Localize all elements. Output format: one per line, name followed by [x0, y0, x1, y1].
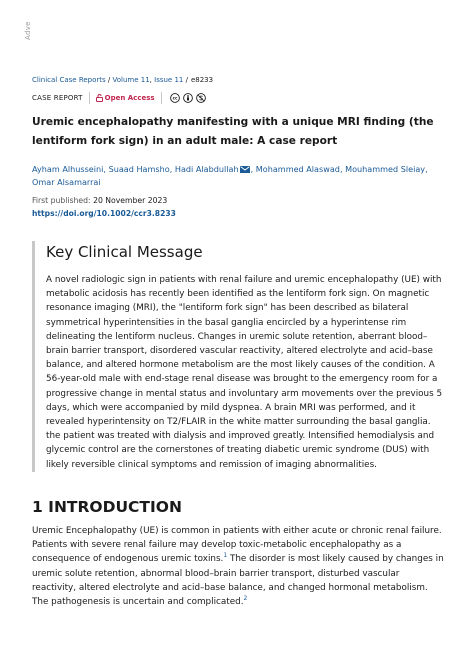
author-list [32, 163, 442, 188]
article-title: Uremic encephalopathy manifesting with a unique MRI finding (the lentiform fork sign) in an adult male: A case report [32, 116, 434, 147]
reference-link[interactable]: 1 [223, 552, 228, 560]
open-access-label: Open Access [104, 94, 155, 102]
email-icon[interactable] [240, 166, 250, 173]
author-link[interactable]: Hadi Alabdullah [174, 164, 239, 174]
author-link[interactable]: Mouhammed Sleiay [345, 164, 426, 174]
meta-divider [161, 92, 162, 104]
published-date: 20 November 2023 [93, 196, 168, 205]
introduction-text-part: Uremic Encephalopathy (UE) is common in patients with either acute or chronic renal failure. Patients with severe renal failure may develop toxic-metabolic encephalopathy as a consequence of endogenous uremic toxins. [32, 526, 442, 565]
volume-link[interactable]: Volume 11 [112, 76, 150, 84]
issue-link[interactable]: Issue 11 [154, 76, 184, 84]
article-id: e8233 [190, 76, 214, 84]
author-link[interactable]: Omar Alsamarrai [32, 176, 101, 187]
doi-link[interactable]: https://doi.org/10.1002/ccr3.8233 [32, 209, 176, 218]
journal-breadcrumb [32, 76, 213, 84]
introduction-text [32, 524, 444, 609]
author-separator: , [425, 164, 428, 174]
license-icons[interactable] [170, 93, 209, 103]
published-label: First published: [32, 196, 91, 205]
author-link[interactable]: Mohammed Alaswad [255, 164, 340, 174]
author-link[interactable]: Ayham Alhusseini [32, 164, 104, 174]
author-link[interactable]: Suaad Hamsho [108, 164, 170, 174]
author-separator: , [103, 164, 109, 174]
author-separator: , [339, 164, 346, 174]
introduction-heading: 1 INTRODUCTION [32, 498, 182, 516]
nc-icon [196, 93, 206, 103]
key-clinical-message-text: A novel radiologic sign in patients with renal failure and uremic encephalopathy (UE) with metabolic acidosis has recently been identified as the lentiform fork sign. On magnetic resonance imaging (MRI), the "lentiform fork sign" has been described as bilateral symmetrical hyperintensities in the basal ganglia encircled by a hyperintense rim delineating the lentiform nucleus. Changes in uremic solute retention, aberrant blood–brain barrier transport, disordered vascular reactivity, altered electrolyte and acid–base balance, and altered hormone metabolism are the most likely causes of the condition. A 56-year-old male with end-stage renal disease was brought to the emergency room for a progressive change in mental status and involuntary arm movements over the previous 5 days, which were accompanied by mild dyspnea. A brain MRI was performed, and it revealed hyperintensity on T2/FLAIR in the white matter surrounding the basal ganglia. the patient was treated with dialysis and improved greatly. Intensified hemodialysis and glycemic control are the cornerstones of treating diabetic uremic syndrome (DUS) with likely reversible clinical symptoms and remission of imaging abnormalities. [46, 275, 443, 470]
article-meta-row [32, 92, 209, 104]
author-separator: , [250, 164, 256, 174]
breadcrumb-separator: / [183, 76, 188, 84]
open-lock-icon [96, 94, 103, 102]
reference-link[interactable]: 2 [243, 595, 248, 603]
by-icon [183, 93, 193, 103]
cc-icon [170, 93, 180, 103]
author-separator: , [169, 164, 175, 174]
article-type: CASE REPORT [32, 94, 83, 102]
advertisement-label: Adve [24, 21, 32, 40]
publication-date [32, 196, 167, 205]
open-access-badge[interactable] [96, 94, 155, 102]
introduction-text-part: The disorder is most likely caused by changes in uremic solute retention, abnormal blood–brain barrier transport, disturbed vascular reactivity, altered electrolyte and acid–base balance, and changed hormonal metabolism. The pathogenesis is uncertain and complicated. [32, 554, 444, 608]
key-clinical-message-heading: Key Clinical Message [46, 243, 203, 261]
breadcrumb-separator: / [105, 76, 113, 84]
journal-link[interactable]: Clinical Case Reports [32, 76, 106, 84]
svg-text:cc: cc [172, 95, 177, 101]
meta-divider [89, 92, 90, 104]
breadcrumb-separator: , [149, 76, 155, 84]
key-clinical-message-box [32, 241, 442, 472]
